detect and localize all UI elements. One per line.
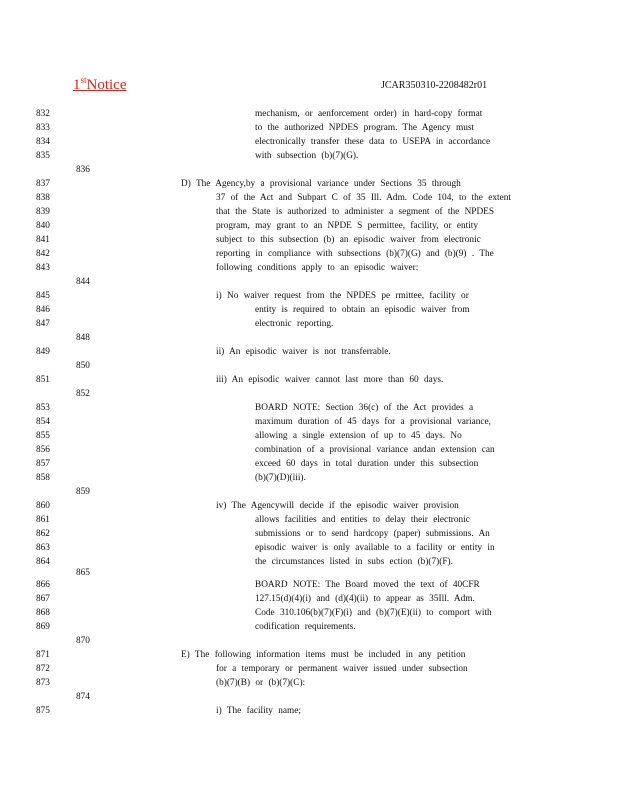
body-text-line: iv) The Agencywill decide if the episodic waiver provision xyxy=(216,501,459,511)
body-text-line: program, may grant to an NPDE S permittee, facility, or entity xyxy=(216,221,479,231)
line-number: 861 xyxy=(36,515,50,525)
body-text-line: allowing a single extension of up to 45 days. No xyxy=(255,431,462,441)
body-text-line: exceed 60 days in total duration under this subsection xyxy=(255,459,479,469)
line-number: 869 xyxy=(36,622,50,632)
body-text-line: BOARD NOTE: Section 36(c) of the Act provides a xyxy=(255,403,474,413)
line-number: 850 xyxy=(76,361,90,371)
body-text-line: (b)(7)(D)(iii). xyxy=(255,473,306,483)
body-text-line: combination of a provisional variance andan extension can xyxy=(255,445,495,455)
body-text-line: electronically transfer these data to USEPA in accordance xyxy=(255,137,491,147)
line-number: 851 xyxy=(36,375,50,385)
body-text-line: (b)(7)(B) or (b)(7)(C): xyxy=(216,678,306,688)
line-number: 853 xyxy=(36,403,50,413)
line-number: 849 xyxy=(36,347,50,357)
body-text-line: BOARD NOTE: The Board moved the text of 40CFR xyxy=(255,580,480,590)
line-number: 834 xyxy=(36,137,50,147)
line-number: 848 xyxy=(76,333,90,343)
body-text-line: with subsection (b)(7)(G). xyxy=(255,151,359,161)
body-text-line: 37 of the Act and Subpart C of 35 Ill. Adm. Code 104, to the extent xyxy=(216,193,511,203)
line-number: 852 xyxy=(76,389,90,399)
body-text-line: Code 310.106(b)(7)(F)(i) and (b)(7)(E)(ii) to comport with xyxy=(255,608,492,618)
line-number: 864 xyxy=(36,557,50,567)
line-number: 870 xyxy=(76,636,90,646)
line-number: 840 xyxy=(36,221,50,231)
line-number: 860 xyxy=(36,501,50,511)
line-number: 855 xyxy=(36,431,50,441)
line-number: 856 xyxy=(36,445,50,455)
line-number: 836 xyxy=(76,165,90,175)
body-text-line: entity is required to obtain an episodic waiver from xyxy=(255,305,470,315)
document-id: JCAR350310-2208482r01 xyxy=(381,80,488,91)
body-text-line: for a temporary or permanent waiver issued under subsection xyxy=(216,664,468,674)
body-text-line: D) The Agency,by a provisional variance under Sections 35 through xyxy=(181,179,461,189)
body-text-line: allows facilities and entities to delay their electronic xyxy=(255,515,470,525)
body-text-line: i) The facility name; xyxy=(216,706,301,716)
notice-word: Notice xyxy=(86,77,127,93)
line-number: 839 xyxy=(36,207,50,217)
line-number: 872 xyxy=(36,664,50,674)
line-number: 843 xyxy=(36,263,50,273)
line-number: 838 xyxy=(36,193,50,203)
line-number: 863 xyxy=(36,543,50,553)
line-number: 844 xyxy=(76,277,90,287)
body-text-line: episodic waiver is only available to a facility or entity in xyxy=(255,543,495,553)
line-number: 841 xyxy=(36,235,50,245)
line-number: 868 xyxy=(36,608,50,618)
line-number: 874 xyxy=(76,692,90,702)
line-number: 875 xyxy=(36,706,50,716)
line-number: 854 xyxy=(36,417,50,427)
line-number: 862 xyxy=(36,529,50,539)
line-number: 842 xyxy=(36,249,50,259)
body-text-line: mechanism, or aenforcement order) in hard-copy format xyxy=(255,109,483,119)
body-text-line: the circumstances listed in subs ection (b)(7)(F). xyxy=(255,557,453,567)
line-number: 858 xyxy=(36,473,50,483)
body-text-line: i) No waiver request from the NPDES pe rmittee, facility or xyxy=(216,291,469,301)
line-number: 847 xyxy=(36,319,50,329)
line-number: 867 xyxy=(36,594,50,604)
line-number: 873 xyxy=(36,678,50,688)
body-text-line: codification requirements. xyxy=(255,622,356,632)
notice-label xyxy=(73,76,127,93)
line-number: 835 xyxy=(36,151,50,161)
line-number: 871 xyxy=(36,650,50,660)
notice-number: 1 xyxy=(73,77,81,93)
body-text-line: ii) An episodic waiver is not transferrable. xyxy=(216,347,391,357)
line-number: 845 xyxy=(36,291,50,301)
line-number: 866 xyxy=(36,580,50,590)
line-number: 833 xyxy=(36,123,50,133)
line-number: 865 xyxy=(76,568,90,578)
line-number: 832 xyxy=(36,109,50,119)
notice-ordinal-suffix: st xyxy=(80,75,87,85)
body-text-line: submissions or to send hardcopy (paper) submissions. An xyxy=(255,529,490,539)
body-text-line: electronic reporting. xyxy=(255,319,334,329)
body-text-line: maximum duration of 45 days for a provisional variance, xyxy=(255,417,491,427)
body-text-line: iii) An episodic waiver cannot last more than 60 days. xyxy=(216,375,444,385)
body-text-line: following conditions apply to an episodic waiver: xyxy=(216,263,419,273)
line-number: 837 xyxy=(36,179,50,189)
line-number: 846 xyxy=(36,305,50,315)
body-text-line: that the State is authorized to administer a segment of the NPDES xyxy=(216,207,495,217)
body-text-line: reporting in compliance with subsections (b)(7)(G) and (b)(9) . The xyxy=(216,249,494,259)
body-text-line: E) The following information items must be included in any petition xyxy=(181,650,466,660)
body-text-line: subject to this subsection (b) an episodic waiver from electronic xyxy=(216,235,481,245)
body-text-line: 127.15(d)(4)(i) and (d)(4)(ii) to appear as 35Ill. Adm. xyxy=(255,594,475,604)
line-number: 857 xyxy=(36,459,50,469)
line-number: 859 xyxy=(76,487,90,497)
body-text-line: to the authorized NPDES program. The Agency must xyxy=(255,123,475,133)
